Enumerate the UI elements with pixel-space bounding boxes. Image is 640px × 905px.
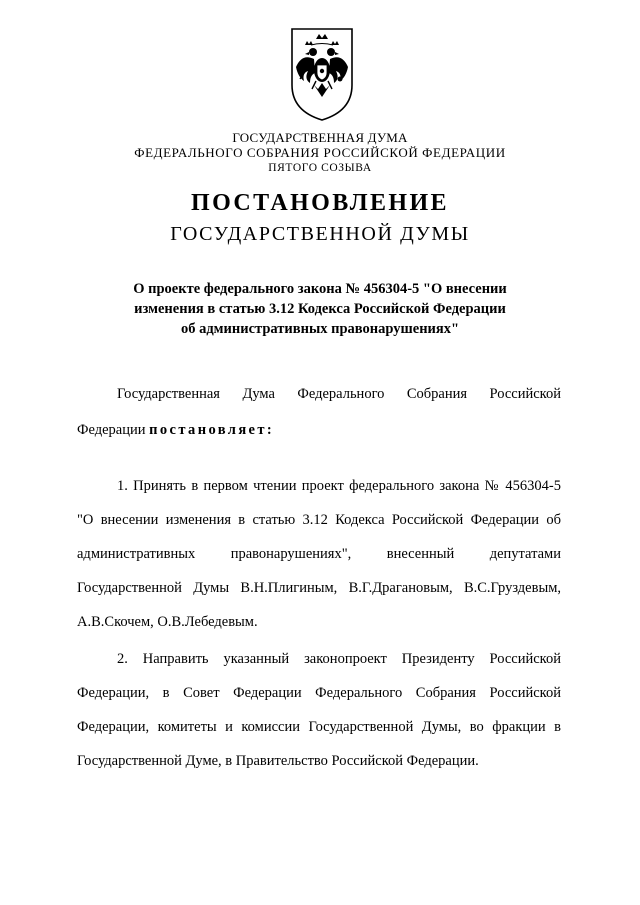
item-2-line-1: 2. Направить указанный законопроект Президенту Российской [117, 651, 561, 667]
item-1-line-1: 1. Принять в первом чтении проект федерального закона № 456304-5 [117, 478, 561, 494]
document-type-title: ПОСТАНОВЛЕНИЕ [191, 190, 449, 216]
document-issuer: ГОСУДАРСТВЕННОЙ ДУМЫ [170, 223, 470, 245]
coat-of-arms-emblem [288, 23, 356, 123]
subject-line-2: изменения в статью 3.12 Кодекса Российской Федерации [134, 301, 506, 317]
item-1-line-2: "О внесении изменения в статью 3.12 Кодекса Российской Федерации об [77, 512, 561, 528]
preamble-line-2-start: Федерации [77, 422, 146, 438]
item-1-line-4: Государственной Думы В.Н.Плигиным, В.Г.Драгановым, В.С.Груздевым, [77, 580, 561, 596]
item-2-line-3: Федерации, комитеты и комиссии Государственной Думы, во фракции в [77, 719, 561, 735]
subject-line-1: О проекте федерального закона № 456304-5 "О внесении [133, 281, 507, 297]
item-2-line-2: Федерации, в Совет Федерации Федерального Собрания Российской [77, 685, 561, 701]
organization-line-1: ГОСУДАРСТВЕННАЯ ДУМА [232, 130, 408, 145]
preamble-line-1: Государственная Дума Федерального Собрания Российской [117, 386, 561, 402]
item-1-line-5: А.В.Скочем, О.В.Лебедевым. [77, 614, 258, 630]
decree-word: постановляет: [149, 422, 275, 438]
preamble-line-2 [77, 421, 561, 439]
convocation-line: ПЯТОГО СОЗЫВА [268, 162, 372, 174]
item-1-line-3: административных правонарушениях", внесенный депутатами [77, 546, 561, 562]
item-2-line-4: Государственной Думе, в Правительство Российской Федерации. [77, 753, 479, 769]
subject-line-3: об административных правонарушениях" [180, 321, 460, 337]
document-subject [0, 279, 640, 339]
organization-line-2: ФЕДЕРАЛЬНОГО СОБРАНИЯ РОССИЙСКОЙ ФЕДЕРАЦИИ [134, 145, 506, 160]
